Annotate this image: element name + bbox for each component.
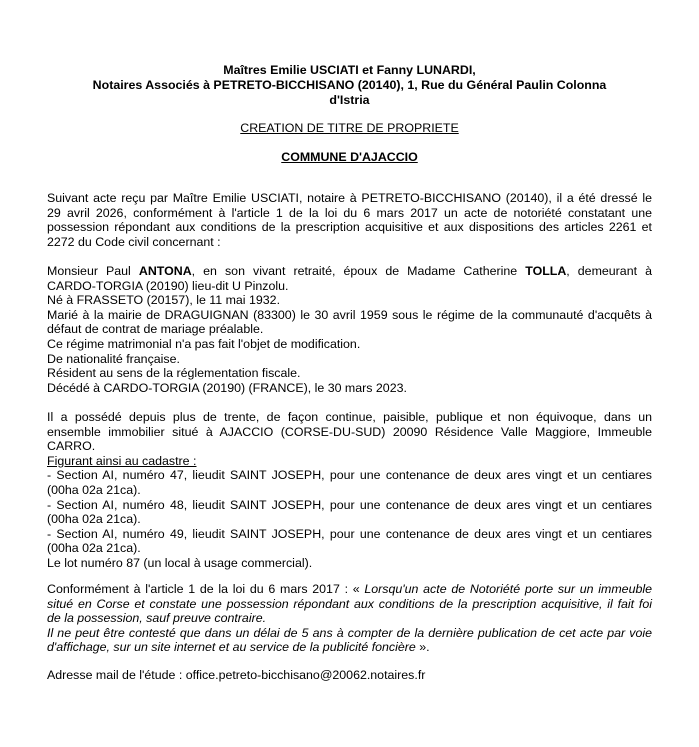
intro-line: possession répondant aux conditions de la prescription acquisitive et aux dispositions des articles 2261 et [47, 220, 652, 235]
law-quote-end: d'affichage, sur un site internet et au service de la publicité foncière [47, 640, 416, 655]
intro-line: 2272 du Code civil concernant : [47, 234, 221, 249]
person-prefix: Monsieur Paul [47, 264, 139, 278]
cadastre-area: (00ha 02a 21ca). [47, 512, 141, 527]
person-line: Né à FRASSETO (20157), le 11 mai 1932. [47, 293, 281, 308]
law-close: ». [415, 640, 430, 655]
law-line [47, 640, 652, 655]
possession-line: Il a possédé depuis plus de trente, de façon continue, paisible, publique et non équivoque, dans un [47, 410, 652, 424]
lot-line: Le lot numéro 87 (un local à usage commercial). [47, 555, 313, 570]
law-quote: Il ne peut être contesté que dans un délai de 5 ans à compter de la dernière publication de cet acte par voie [47, 625, 652, 640]
header-address-cont: d'Istria [329, 93, 370, 107]
cadastre-area: (00ha 02a 21ca). [47, 541, 141, 556]
header-notaries: Maîtres Emilie USCIATI et Fanny LUNARDI, [223, 63, 476, 77]
header-address: Notaires Associés à PETRETO-BICCHISANO (20140), 1, Rue du Général Paulin Colonna [92, 78, 607, 92]
person-line [47, 264, 652, 279]
person-line: Résident au sens de la réglementation fiscale. [47, 366, 301, 381]
intro-line: Suivant acte reçu par Maître Emilie USCIATI, notaire à PETRETO-BICCHISANO (20140), il a été dressé le [47, 191, 652, 205]
cadastre-section-48: - Section AI, numéro 48, lieudit SAINT JOSEPH, pour une contenance de deux ares vingt et un centiares [47, 497, 652, 512]
office-email: Adresse mail de l'étude : office.petreto-bicchisano@20062.notaires.fr [47, 668, 426, 682]
cadastre-section-47: - Section AI, numéro 47, lieudit SAINT JOSEPH, pour une contenance de deux ares vingt et un centiares [47, 468, 652, 483]
cadastre-section-49: - Section AI, numéro 49, lieudit SAINT JOSEPH, pour une contenance de deux ares vingt et un centiares [47, 526, 652, 541]
intro-line: 29 avril 2026, conformément à l'article 1 de la loi du 6 mars 2017 un acte de notoriété constatant une [47, 205, 652, 220]
possession-paragraph [47, 410, 652, 571]
person-line: Décédé à CARDO-TORGIA (20190) (FRANCE), le 30 mars 2023. [47, 380, 407, 395]
law-intro: Conformément à l'article 1 de la loi du 6 mars 2017 : « [47, 582, 365, 596]
law-line [47, 582, 652, 597]
cadastre-label: Figurant ainsi au cadastre : [47, 453, 197, 468]
person-name: ANTONA [138, 264, 192, 278]
person-paragraph [47, 264, 652, 395]
law-line [47, 611, 652, 626]
commune-title: COMMUNE D'AJACCIO [281, 150, 418, 164]
law-quote: de la possession, sauf preuve contraire. [47, 611, 267, 626]
possession-line: CARRO. [47, 439, 96, 454]
person-mid: , en son vivant retraité, époux de Madame Catherine [191, 264, 526, 278]
person-line: CARDO-TORGIA (20190) lieu-dit U Pinzolu. [47, 278, 289, 293]
person-line: Ce régime matrimonial n'a pas fait l'objet de modification. [47, 336, 361, 351]
person-line: Marié à la mairie de DRAGUIGNAN (83300) le 30 avril 1959 sous le régime de la communauté d'acquêts à [47, 307, 652, 322]
spouse-name: TOLLA [525, 264, 567, 278]
intro-paragraph [47, 191, 652, 249]
section-title: CREATION DE TITRE DE PROPRIETE [240, 121, 459, 135]
law-quote-start: Lorsqu'un acte de Notoriété porte sur un immeuble [364, 582, 652, 596]
law-paragraph [47, 582, 652, 655]
law-line [47, 597, 652, 612]
law-quote: situé en Corse et constate une possession répondant aux conditions de la prescription acquisitive, il fait foi [47, 596, 652, 611]
person-post: , demeurant à [566, 264, 652, 278]
cadastre-area: (00ha 02a 21ca). [47, 482, 141, 497]
law-line [47, 626, 652, 641]
possession-line: ensemble immobilier situé à AJACCIO (CORSE-DU-SUD) 20090 Résidence Valle Maggiore, Immeuble [47, 424, 652, 439]
person-line: défaut de contrat de mariage préalable. [47, 322, 264, 337]
person-line: De nationalité française. [47, 351, 180, 366]
